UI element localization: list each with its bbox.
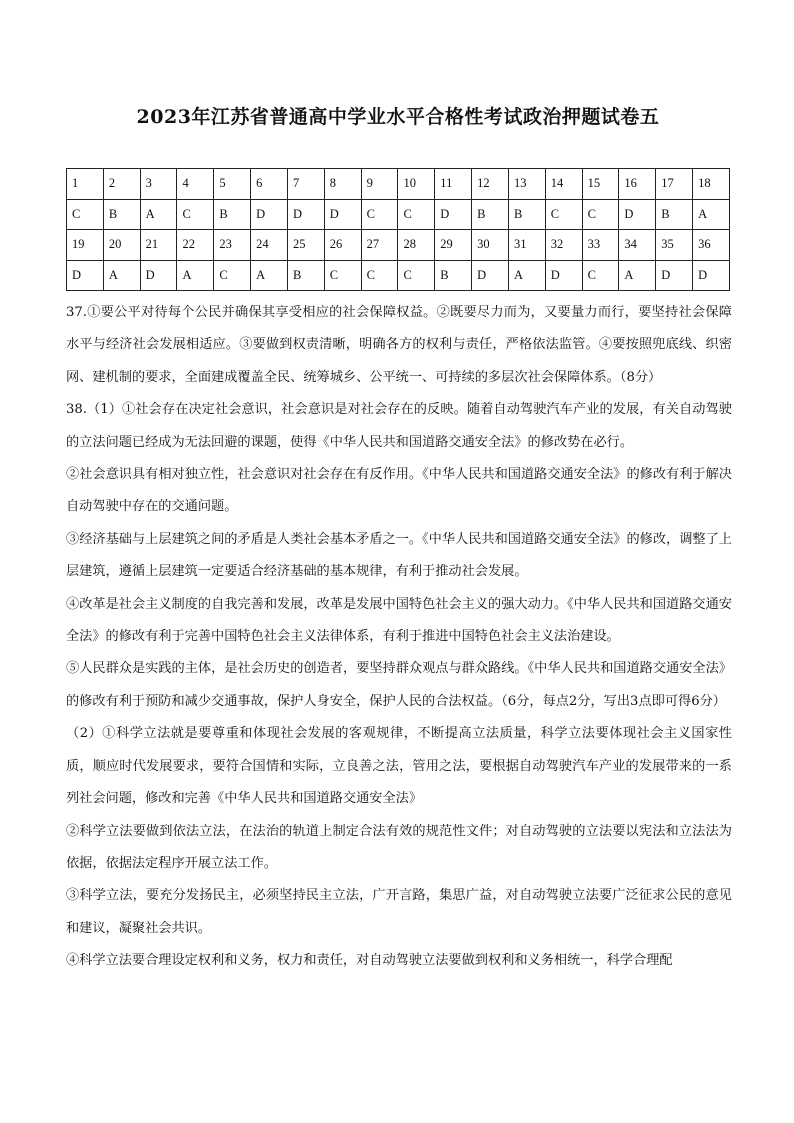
answer-cell: B	[287, 260, 324, 291]
answer-cell: D	[656, 260, 693, 291]
question-number-cell: 31	[508, 230, 545, 261]
answer-paragraph: （2）①科学立法就是要尊重和体现社会发展的客观规律，不断提高立法质量，科学立法要体现社会主义国家性质，顺应时代发展要求，要符合国情和实际，立良善之法，管用之法，要根据自动驾驶汽车产业的发展带来的一系列社会问题，修改和完善《中华人民共和国道路交通安全法》	[66, 726, 732, 807]
answer-cell: C	[67, 199, 104, 230]
question-number-row	[67, 169, 730, 200]
answer-row	[67, 199, 730, 230]
question-number-cell: 5	[214, 169, 251, 200]
answer-cell: D	[251, 199, 288, 230]
question-number-cell: 4	[177, 169, 214, 200]
answer-cell: B	[435, 260, 472, 291]
answer-paragraph: ②社会意识具有相对独立性，社会意识对社会存在有反作用。《中华人民共和国道路交通安全法》的修改有利于解决自动驾驶中存在的交通问题。	[66, 467, 732, 515]
answer-cell: B	[103, 199, 140, 230]
answer-paragraph: 37.①要公平对待每个公民并确保其享受相应的社会保障权益。②既要尽力而为，又要量力而行，要坚持社会保障水平与经济社会发展相适应。③要做到权责清晰，明确各方的权利与责任，严格依法监管。④要按照兜底线、织密网、建机制的要求，全面建成覆盖全民、统筹城乡、公平统一、可持续的多层次社会保障体系。（8分）	[66, 305, 732, 385]
question-number-cell: 13	[508, 169, 545, 200]
question-number-cell: 22	[177, 230, 214, 261]
question-number-cell: 27	[361, 230, 398, 261]
question-number-cell: 8	[324, 169, 361, 200]
answer-cell: A	[177, 260, 214, 291]
question-number-cell: 16	[619, 169, 656, 200]
answer-cell: B	[508, 199, 545, 230]
answer-content	[66, 297, 732, 978]
answer-cell: C	[582, 260, 619, 291]
answer-table	[66, 168, 730, 291]
answer-cell: C	[398, 260, 435, 291]
answer-cell: C	[361, 199, 398, 230]
question-number-cell: 18	[693, 169, 730, 200]
answer-paragraph: 38.（1）①社会存在决定社会意识，社会意识是对社会存在的反映。随着自动驾驶汽车产业的发展，有关自动驾驶的立法问题已经成为无法回避的课题，使得《中华人民共和国道路交通安全法》的修改势在必行。	[66, 402, 732, 450]
question-number-cell: 25	[287, 230, 324, 261]
question-number-cell: 10	[398, 169, 435, 200]
answer-cell: C	[545, 199, 582, 230]
answer-cell: D	[67, 260, 104, 291]
question-number-cell: 35	[656, 230, 693, 261]
question-number-cell: 12	[472, 169, 509, 200]
question-number-cell: 34	[619, 230, 656, 261]
answer-table-body	[67, 169, 730, 291]
question-number-cell: 11	[435, 169, 472, 200]
question-number-cell: 19	[67, 230, 104, 261]
answer-cell: A	[693, 199, 730, 230]
answer-cell: C	[177, 199, 214, 230]
question-number-cell: 29	[435, 230, 472, 261]
answer-paragraph: ⑤人民群众是实践的主体，是社会历史的创造者，要坚持群众观点与群众路线。《中华人民共和国道路交通安全法》的修改有利于预防和减少交通事故，保护人身安全，保护人民的合法权益。（6分，每点2分，写出3点即可得6分）	[66, 661, 732, 709]
question-number-cell: 9	[361, 169, 398, 200]
answer-cell: A	[140, 199, 177, 230]
answer-paragraph: ③科学立法，要充分发扬民主，必须坚持民主立法，广开言路，集思广益，对自动驾驶立法要广泛征求公民的意见和建议，凝聚社会共识。	[66, 888, 732, 936]
answer-cell: C	[398, 199, 435, 230]
answer-row	[67, 260, 730, 291]
answer-paragraph: ②科学立法要做到依法立法，在法治的轨道上制定合法有效的规范性文件；对自动驾驶的立法要以宪法和立法法为依据，依据法定程序开展立法工作。	[66, 823, 732, 871]
question-number-cell: 1	[67, 169, 104, 200]
question-number-cell: 20	[103, 230, 140, 261]
question-number-row	[67, 230, 730, 261]
answer-paragraph: ④改革是社会主义制度的自我完善和发展，改革是发展中国特色社会主义的强大动力。《中华人民共和国道路交通安全法》的修改有利于完善中国特色社会主义法律体系，有利于推进中国特色社会主义法治建设。	[66, 596, 732, 645]
question-number-cell: 36	[693, 230, 730, 261]
answer-paragraph: ③经济基础与上层建筑之间的矛盾是人类社会基本矛盾之一。《中华人民共和国道路交通安全法》的修改，调整了上层建筑，遵循上层建筑一定要适合经济基础的基本规律，有利于推动社会发展。	[66, 531, 732, 580]
answer-cell: B	[214, 199, 251, 230]
answer-cell: D	[140, 260, 177, 291]
answer-cell: A	[619, 260, 656, 291]
page-title: 2023年江苏省普通高中学业水平合格性考试政治押题试卷五	[136, 106, 660, 128]
question-number-cell: 17	[656, 169, 693, 200]
question-number-cell: 14	[545, 169, 582, 200]
question-number-cell: 30	[472, 230, 509, 261]
question-number-cell: 2	[103, 169, 140, 200]
answer-cell: C	[214, 260, 251, 291]
question-number-cell: 32	[545, 230, 582, 261]
question-number-cell: 28	[398, 230, 435, 261]
question-number-cell: 21	[140, 230, 177, 261]
answer-paragraph: ④科学立法要合理设定权利和义务，权力和责任，对自动驾驶立法要做到权利和义务相统一，科学合理配	[66, 953, 673, 969]
answer-cell: B	[472, 199, 509, 230]
answer-cell: C	[582, 199, 619, 230]
answer-cell: C	[361, 260, 398, 291]
answer-cell: A	[103, 260, 140, 291]
answer-cell: D	[472, 260, 509, 291]
answer-cell: B	[656, 199, 693, 230]
answer-cell: D	[324, 199, 361, 230]
answer-cell: D	[545, 260, 582, 291]
answer-cell: D	[435, 199, 472, 230]
answer-cell: D	[287, 199, 324, 230]
answer-cell: C	[324, 260, 361, 291]
question-number-cell: 24	[251, 230, 288, 261]
answer-cell: D	[619, 199, 656, 230]
question-number-cell: 3	[140, 169, 177, 200]
answer-cell: D	[693, 260, 730, 291]
document-page	[66, 0, 730, 978]
question-number-cell: 15	[582, 169, 619, 200]
question-number-cell: 33	[582, 230, 619, 261]
answer-cell: A	[508, 260, 545, 291]
question-number-cell: 6	[251, 169, 288, 200]
question-number-cell: 26	[324, 230, 361, 261]
question-number-cell: 7	[287, 169, 324, 200]
question-number-cell: 23	[214, 230, 251, 261]
answer-cell: A	[251, 260, 288, 291]
